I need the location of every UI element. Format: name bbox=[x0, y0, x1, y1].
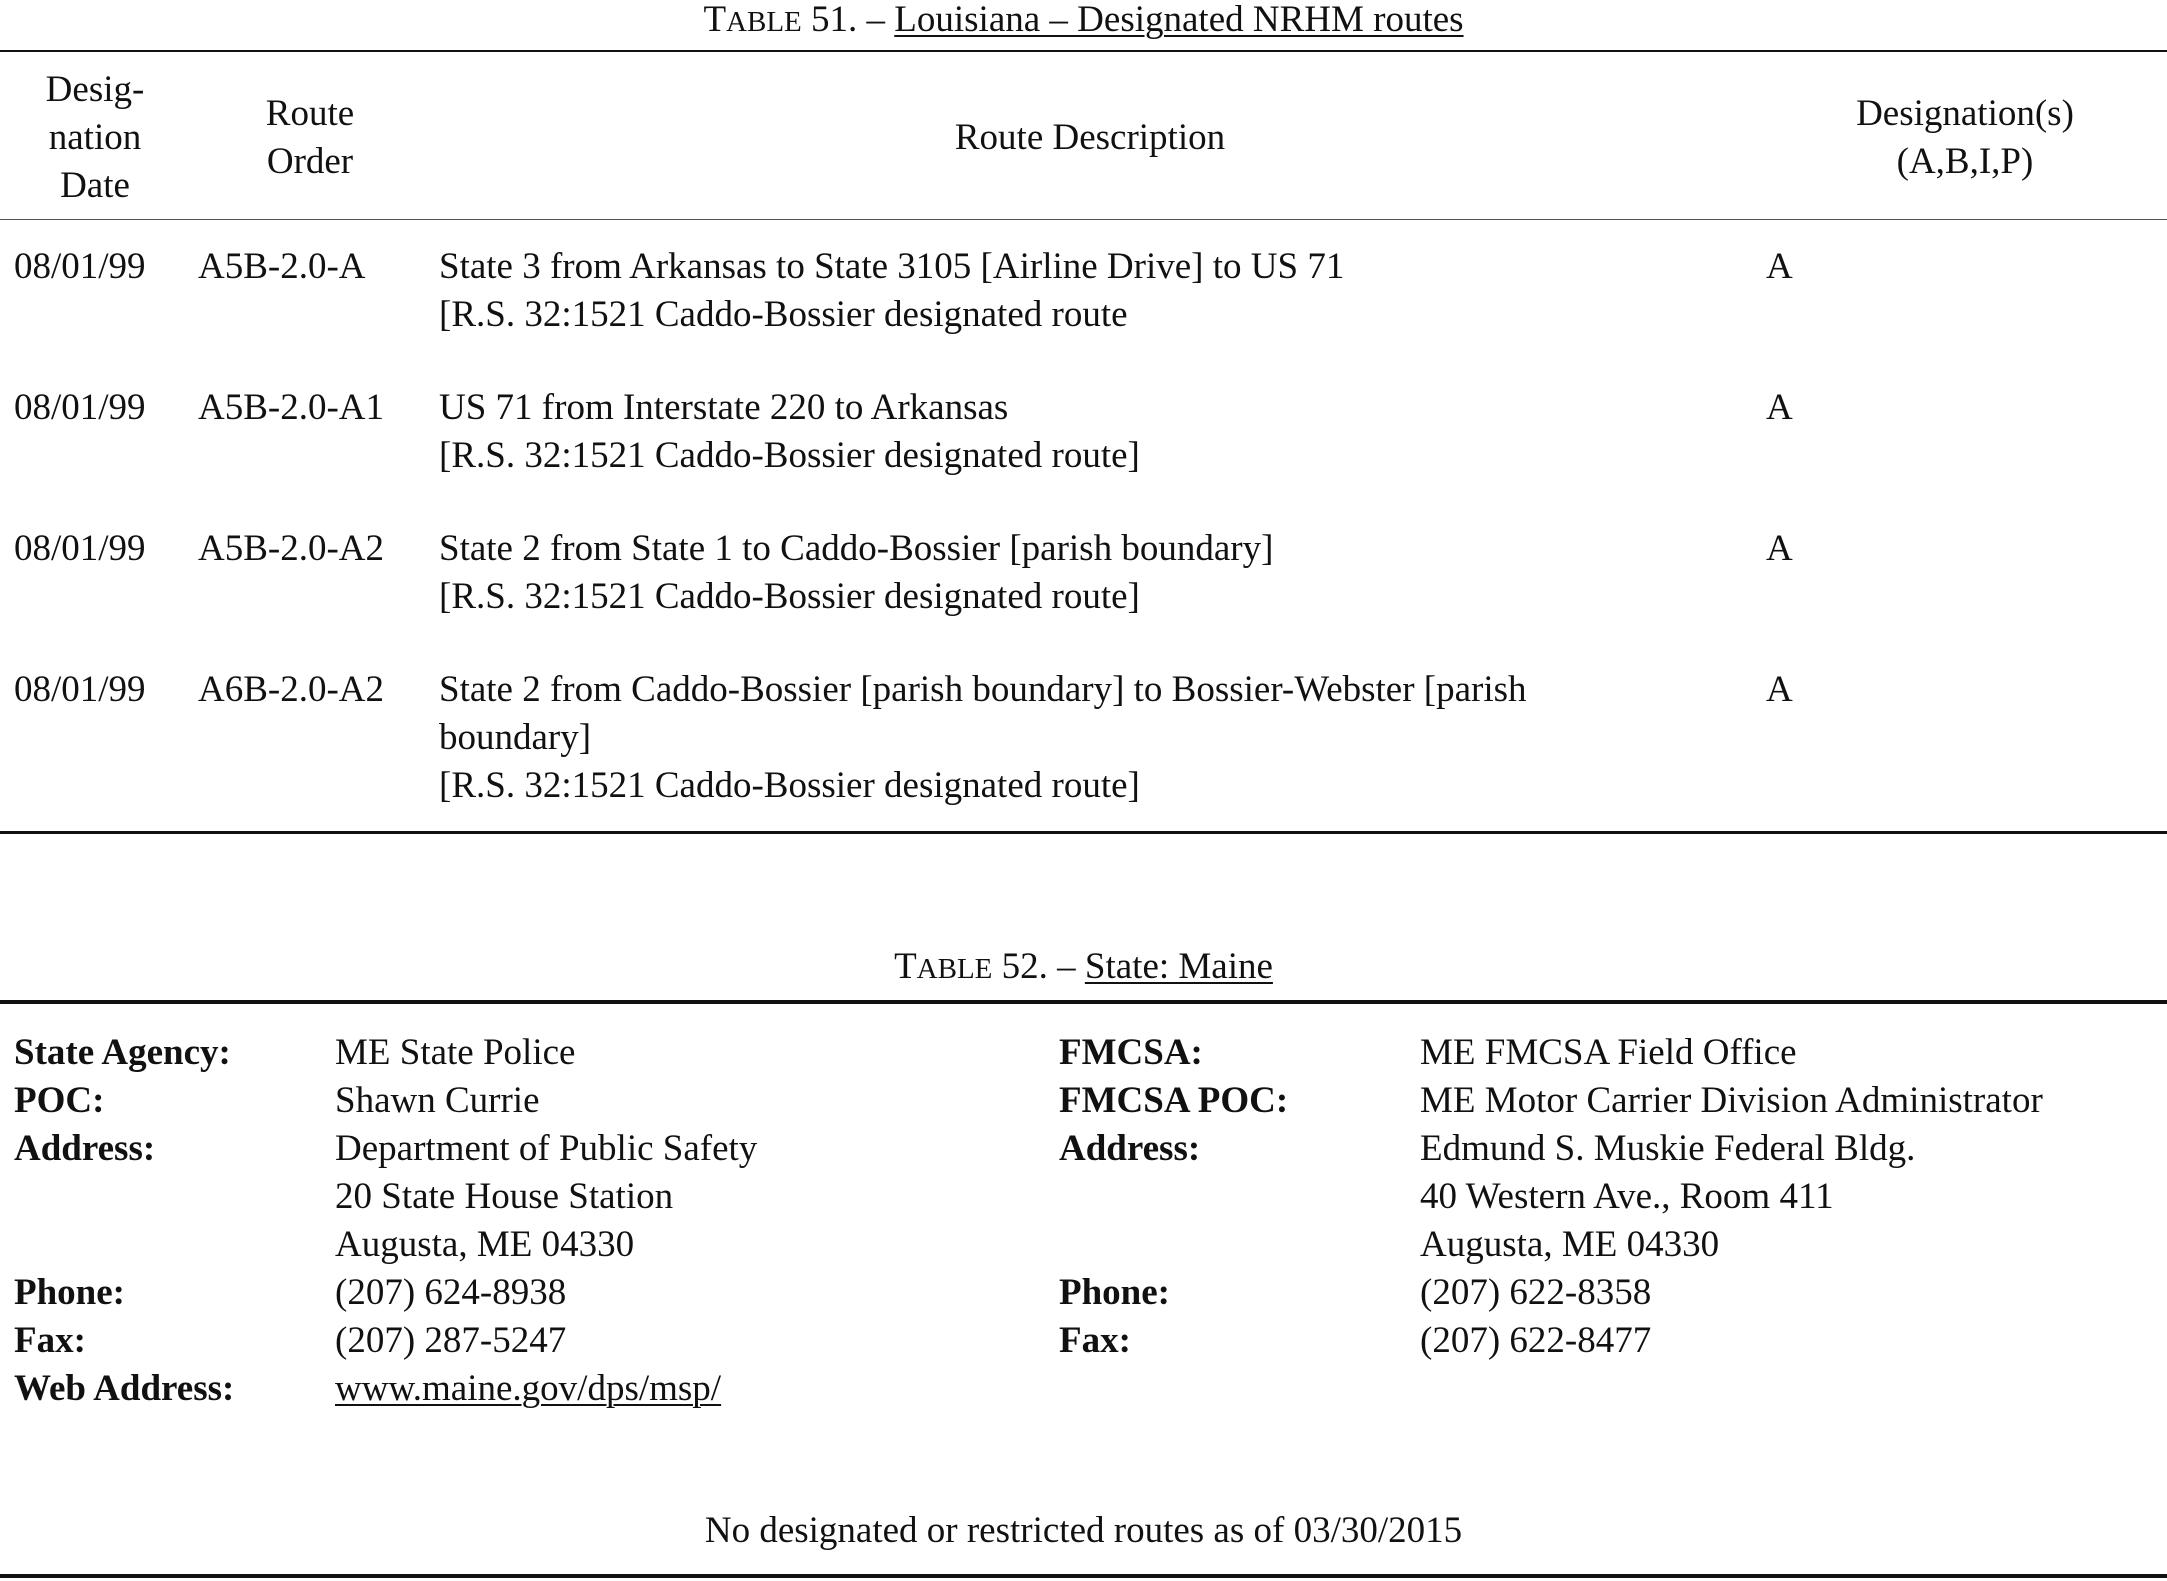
state-agency-label: State Agency: bbox=[14, 1032, 231, 1073]
table-52-caption bbox=[0, 947, 2167, 989]
header-text: Order bbox=[266, 141, 354, 182]
address-line: Department of Public Safety bbox=[335, 1128, 758, 1169]
description-line: State 3 from Arkansas to State 3105 [Airline Drive] to US 71 bbox=[439, 246, 1345, 287]
header-text: Date bbox=[60, 165, 130, 206]
description-line: boundary] bbox=[439, 717, 592, 758]
caption-able: ABLE bbox=[726, 6, 802, 38]
address-line: Augusta, ME 04330 bbox=[1420, 1224, 1720, 1265]
fmcsa-address-value bbox=[1420, 1125, 1915, 1269]
description-line: [R.S. 32:1521 Caddo-Bossier designated route] bbox=[439, 435, 1140, 476]
web-address-link[interactable]: www.maine.gov/dps/msp/ bbox=[335, 1368, 722, 1409]
address-line: Augusta, ME 04330 bbox=[335, 1224, 635, 1265]
row-date: 08/01/99 bbox=[14, 387, 146, 428]
fax-value: (207) 287-5247 bbox=[335, 1320, 567, 1361]
fmcsa-label: FMCSA: bbox=[1059, 1032, 1203, 1073]
row-order: A5B-2.0-A2 bbox=[198, 528, 385, 569]
address-line: Edmund S. Muskie Federal Bldg. bbox=[1420, 1128, 1916, 1169]
poc-value: Shawn Currie bbox=[335, 1080, 540, 1121]
row-order: A5B-2.0-A1 bbox=[198, 387, 385, 428]
caption-number: 52. – bbox=[992, 946, 1085, 987]
caption-number: 51. – bbox=[801, 0, 895, 40]
fmcsa-phone-label: Phone: bbox=[1059, 1272, 1170, 1313]
phone-value: (207) 624-8938 bbox=[335, 1272, 567, 1313]
header-route-description: Route Description bbox=[954, 117, 1226, 158]
fmcsa-poc-label: FMCSA POC: bbox=[1059, 1080, 1289, 1121]
table-52-top-rule bbox=[0, 1000, 2167, 1004]
fmcsa-fax-label: Fax: bbox=[1059, 1320, 1131, 1361]
address-line: 40 Western Ave., Room 411 bbox=[1420, 1176, 1834, 1217]
header-text: (A,B,I,P) bbox=[1896, 141, 2034, 182]
row-order: A5B-2.0-A bbox=[198, 246, 366, 287]
fmcsa-office-value: ME FMCSA Field Office bbox=[1420, 1032, 1797, 1073]
header-text: Desig- bbox=[45, 69, 145, 110]
description-line: US 71 from Interstate 220 to Arkansas bbox=[439, 387, 1009, 428]
description-line: State 2 from Caddo-Bossier [parish boundary] to Bossier-Webster [parish bbox=[439, 669, 1527, 710]
row-designation: A bbox=[1766, 528, 1793, 569]
header-designation-date bbox=[0, 66, 190, 210]
row-order: A6B-2.0-A2 bbox=[198, 669, 385, 710]
row-designation: A bbox=[1766, 387, 1793, 428]
row-date: 08/01/99 bbox=[14, 528, 146, 569]
table-52-bottom-rule bbox=[0, 1574, 2167, 1578]
row-designation: A bbox=[1766, 669, 1793, 710]
address-value bbox=[335, 1125, 757, 1269]
header-route-order bbox=[220, 90, 400, 186]
description-line: State 2 from State 1 to Caddo-Bossier [parish boundary] bbox=[439, 528, 1274, 569]
fmcsa-address-label: Address: bbox=[1059, 1128, 1201, 1169]
description-line: [R.S. 32:1521 Caddo-Bossier designated route] bbox=[439, 765, 1140, 806]
table-51-bottom-rule bbox=[0, 831, 2167, 834]
caption-title: State: Maine bbox=[1084, 946, 1273, 987]
description-line: [R.S. 32:1521 Caddo-Bossier designated route] bbox=[439, 576, 1140, 617]
fmcsa-fax-value: (207) 622-8477 bbox=[1420, 1320, 1652, 1361]
description-line: [R.S. 32:1521 Caddo-Bossier designated route bbox=[439, 294, 1128, 335]
row-description bbox=[439, 384, 1140, 480]
fax-label: Fax: bbox=[14, 1320, 86, 1361]
table-51-header-rule bbox=[0, 219, 2167, 220]
row-date: 08/01/99 bbox=[14, 246, 146, 287]
row-description bbox=[439, 525, 1273, 621]
table-51-top-rule bbox=[0, 50, 2167, 52]
address-line: 20 State House Station bbox=[335, 1176, 674, 1217]
row-description bbox=[439, 243, 1344, 339]
poc-label: POC: bbox=[14, 1080, 105, 1121]
state-agency-value: ME State Police bbox=[335, 1032, 576, 1073]
row-designation: A bbox=[1766, 246, 1793, 287]
caption-able: ABLE bbox=[916, 953, 993, 985]
row-description bbox=[439, 666, 1527, 810]
header-designations bbox=[1800, 90, 2130, 186]
fmcsa-phone-value: (207) 622-8358 bbox=[1420, 1272, 1652, 1313]
caption-title: Louisiana – Designated NRHM routes bbox=[894, 0, 1464, 40]
caption-t: T bbox=[703, 0, 727, 40]
header-text: Route bbox=[265, 93, 355, 134]
address-label: Address: bbox=[14, 1128, 156, 1169]
header-text: nation bbox=[48, 117, 142, 158]
row-date: 08/01/99 bbox=[14, 669, 146, 710]
header-text: Designation(s) bbox=[1856, 93, 2074, 134]
fmcsa-poc-value: ME Motor Carrier Division Administrator bbox=[1420, 1080, 2043, 1121]
table-51-caption bbox=[0, 0, 2167, 42]
phone-label: Phone: bbox=[14, 1272, 125, 1313]
caption-t: T bbox=[894, 946, 917, 987]
routes-note: No designated or restricted routes as of 03/30/2015 bbox=[704, 1510, 1463, 1551]
web-address-label: Web Address: bbox=[14, 1368, 235, 1409]
